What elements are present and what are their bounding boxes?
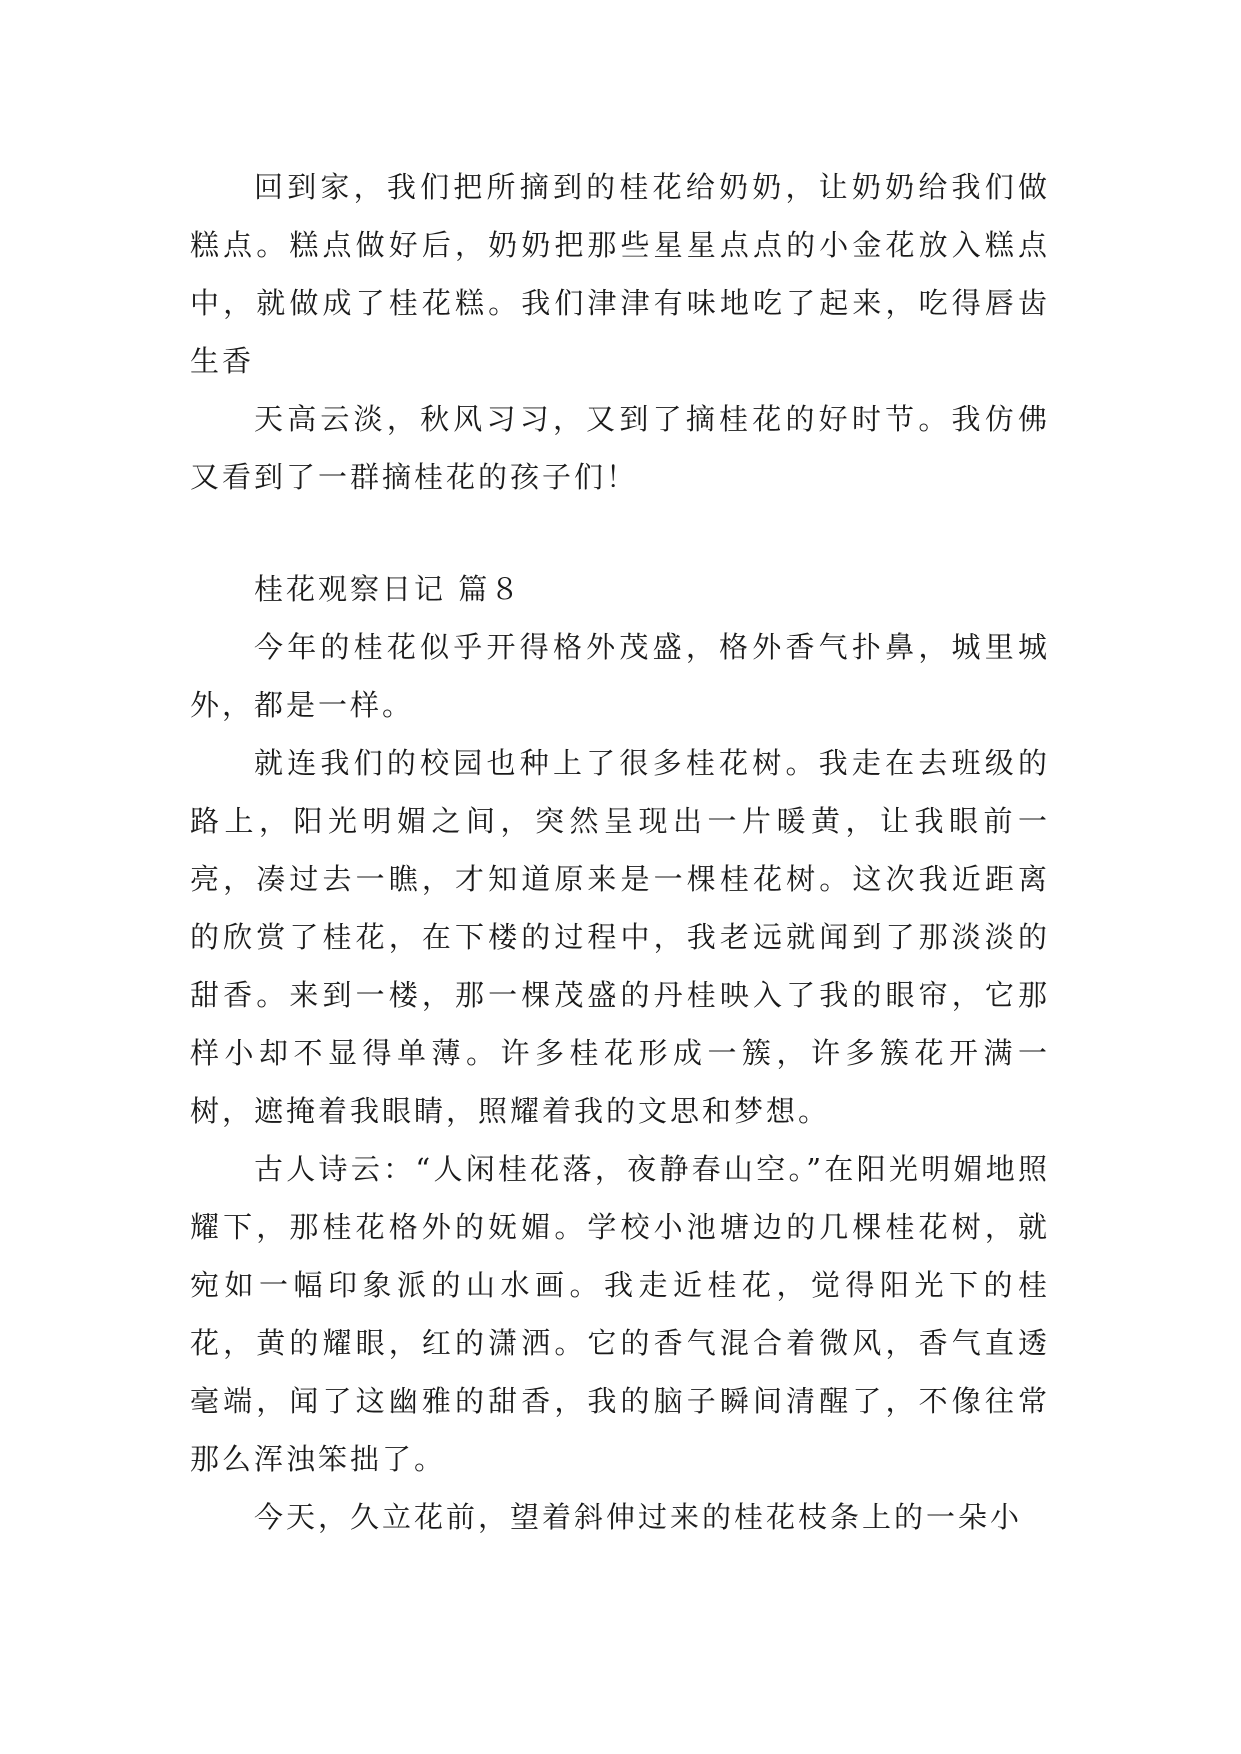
- paragraph: 今天，久立花前，望着斜伸过来的桂花枝条上的一朵小: [254, 1500, 1023, 1534]
- section-heading: 桂花观察日记 篇８: [254, 572, 523, 606]
- paragraph: 就连我们的校园也种上了很多桂花树。我走在去班级的路上，阳光明媚之间，突然呈现出一片暖黄，让我眼前一亮，凑过去一瞧，才知道原来是一棵桂花树。这次我近距离的欣赏了桂花，在下楼的过程中，我老远就闻到了那淡淡的甜香。来到一楼，那一棵茂盛的丹桂映入了我的眼帘，它那样小却不显得单薄。许多桂花形成一簇，许多簇花开满一树，遮掩着我眼睛，照耀着我的文思和梦想。: [190, 746, 1050, 1128]
- paragraph: 古人诗云：“人闲桂花落，夜静春山空。”在阳光明媚地照耀下，那桂花格外的妩媚。学校小池塘边的几棵桂花树，就宛如一幅印象派的山水画。我走近桂花，觉得阳光下的桂花，黄的耀眼，红的潇洒。它的香气混合着微风，香气直透毫端，闻了这幽雅的甜香，我的脑子瞬间清醒了，不像往常那么浑浊笨拙了。: [190, 1152, 1050, 1476]
- section-b: [190, 560, 1050, 1546]
- paragraph: 天高云淡，秋风习习，又到了摘桂花的好时节。我仿佛又看到了一群摘桂花的孩子们！: [190, 402, 1050, 494]
- paragraph: 回到家，我们把所摘到的桂花给奶奶，让奶奶给我们做糕点。糕点做好后，奶奶把那些星星点点的小金花放入糕点中，就做成了桂花糕。我们津津有味地吃了起来，吃得唇齿生香: [190, 170, 1050, 378]
- paragraph: 今年的桂花似乎开得格外茂盛，格外香气扑鼻，城里城外，都是一样。: [190, 630, 1050, 722]
- section-a: [190, 158, 1050, 506]
